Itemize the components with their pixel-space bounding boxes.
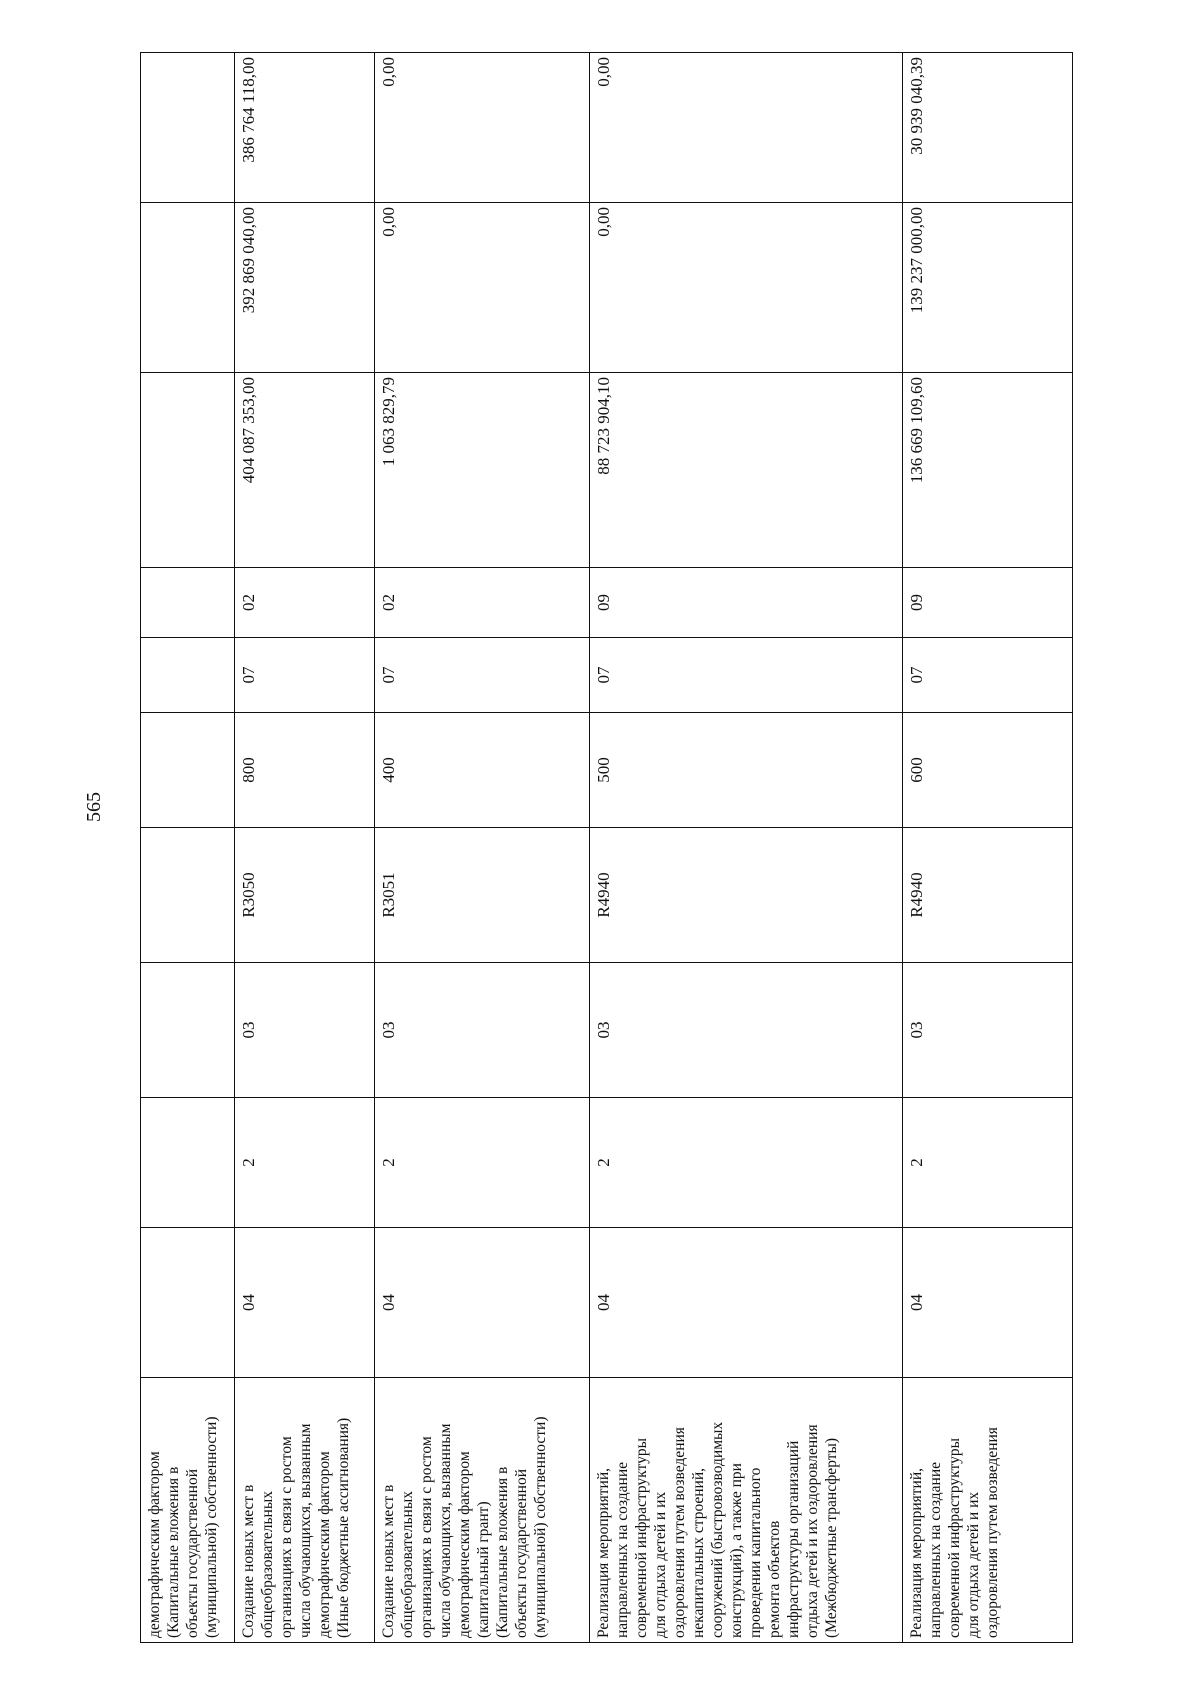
cell-pp: 2: [590, 1098, 903, 1228]
cell-vr: [141, 713, 235, 828]
row-name: Реализация мероприятий, направленных на создание современной инфраструктуры для отдыха детей и их оздоровления путем возведения: [903, 1378, 1073, 1643]
rotated-table-container: [140, 53, 1072, 1643]
cell-om: 03: [235, 963, 375, 1098]
cell-pr: 09: [903, 568, 1073, 638]
row-name: Создание новых мест в общеобразовательных организациях в связи с ростом числа обучающихся, вызванным демографическим фактором (Иные бюджетные ассигнования): [235, 1378, 375, 1643]
table-row: [375, 53, 590, 1643]
cell-om: 03: [903, 963, 1073, 1098]
table-body: [141, 53, 1073, 1643]
table-row: [235, 53, 375, 1643]
cell-pp: 2: [375, 1098, 590, 1228]
cell-dir: R3051: [375, 828, 590, 963]
row-name: Создание новых мест в общеобразовательных организациях в связи с ростом числа обучающихся, вызванным демографическим фактором (капитальный грант) (Капитальные вложения в объекты государственной (муниципальной) собственности): [375, 1378, 590, 1643]
table-row: [903, 53, 1073, 1643]
cell-om: 03: [590, 963, 903, 1098]
cell-rz: [141, 638, 235, 713]
cell-gp: 04: [235, 1228, 375, 1378]
cell-rz: 07: [903, 638, 1073, 713]
cell-sum-2: 139 237 000,00: [903, 203, 1073, 373]
cell-sum-2: 0,00: [375, 203, 590, 373]
cell-sum-2: 0,00: [590, 203, 903, 373]
cell-rz: 07: [375, 638, 590, 713]
cell-sum-3: 30 939 040,39: [903, 53, 1073, 203]
row-name: демографическим фактором (Капитальные вложения в объекты государственной (муниципальной) собственности): [141, 1378, 235, 1643]
cell-om: 03: [375, 963, 590, 1098]
cell-sum-3: 0,00: [375, 53, 590, 203]
cell-pp: 2: [235, 1098, 375, 1228]
cell-sum-1: [141, 373, 235, 568]
cell-sum-1: 88 723 904,10: [590, 373, 903, 568]
cell-rz: 07: [235, 638, 375, 713]
page-number: 565: [83, 792, 105, 822]
cell-pr: [141, 568, 235, 638]
cell-dir: R4940: [903, 828, 1073, 963]
cell-pr: 02: [235, 568, 375, 638]
cell-pr: 09: [590, 568, 903, 638]
cell-gp: [141, 1228, 235, 1378]
cell-gp: 04: [590, 1228, 903, 1378]
cell-pp: [141, 1098, 235, 1228]
cell-dir: R3050: [235, 828, 375, 963]
budget-table: [140, 52, 1073, 1643]
cell-pr: 02: [375, 568, 590, 638]
cell-sum-1: 136 669 109,60: [903, 373, 1073, 568]
table-row: [590, 53, 903, 1643]
cell-dir: [141, 828, 235, 963]
cell-gp: 04: [903, 1228, 1073, 1378]
cell-vr: 500: [590, 713, 903, 828]
cell-vr: 400: [375, 713, 590, 828]
cell-sum-3: [141, 53, 235, 203]
table-row: [141, 53, 235, 1643]
cell-rz: 07: [590, 638, 903, 713]
cell-om: [141, 963, 235, 1098]
cell-sum-1: 404 087 353,00: [235, 373, 375, 568]
cell-sum-1: 1 063 829,79: [375, 373, 590, 568]
cell-sum-3: 386 764 118,00: [235, 53, 375, 203]
row-name: Реализация мероприятий, направленных на создание современной инфраструктуры для отдыха детей и их оздоровления путем возведения некапитальных строений, сооружений (быстровозводимых конструкций), а также при проведении капитального ремонта объектов инфраструктуры организаций отдыха детей и их оздоровления (Межбюджетные трансферты): [590, 1378, 903, 1643]
cell-pp: 2: [903, 1098, 1073, 1228]
cell-vr: 600: [903, 713, 1073, 828]
cell-dir: R4940: [590, 828, 903, 963]
cell-sum-2: [141, 203, 235, 373]
cell-gp: 04: [375, 1228, 590, 1378]
cell-vr: 800: [235, 713, 375, 828]
cell-sum-3: 0,00: [590, 53, 903, 203]
cell-sum-2: 392 869 040,00: [235, 203, 375, 373]
